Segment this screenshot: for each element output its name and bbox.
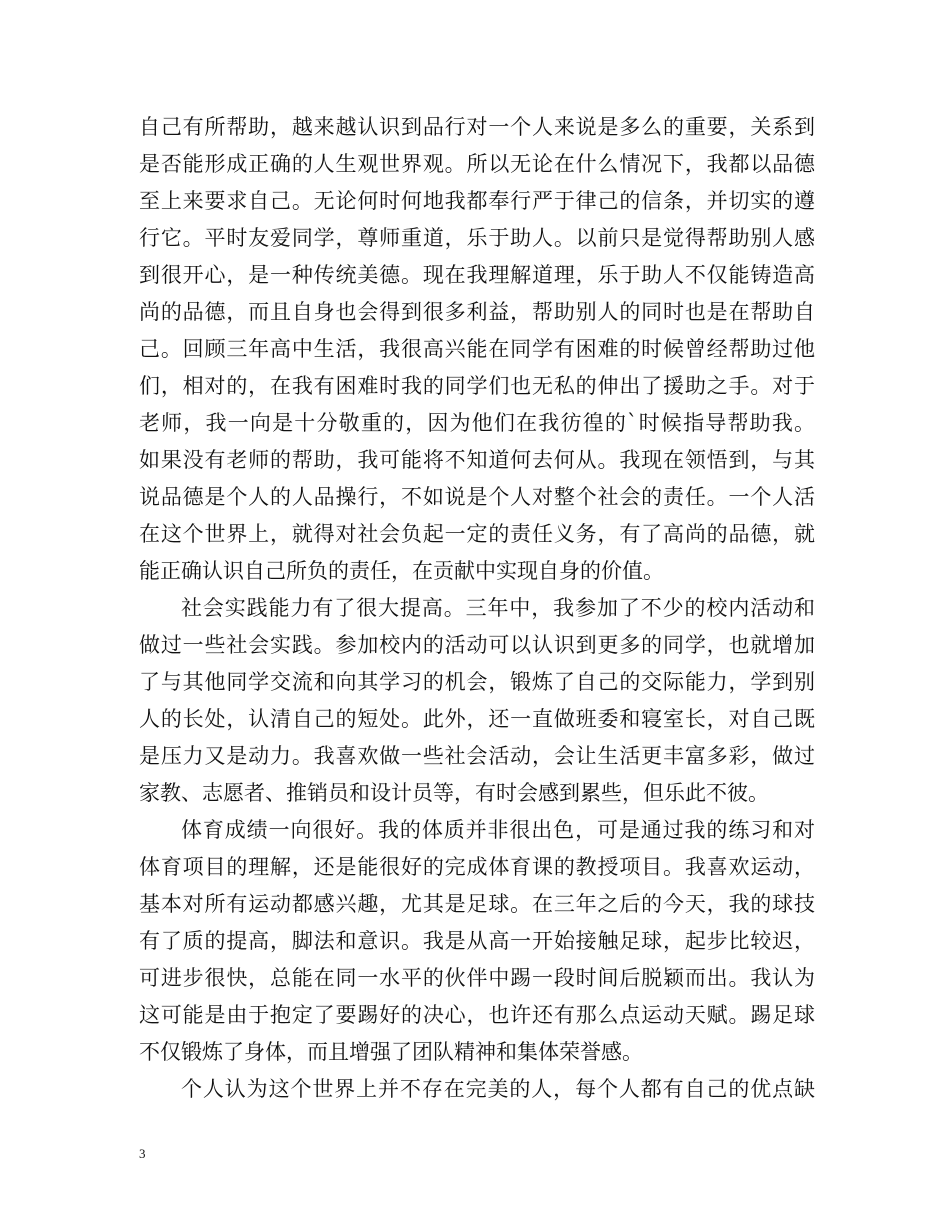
text-line: 在这个世界上，就得对社会负起一定的责任义务，有了高尚的品德，就 <box>139 522 815 546</box>
text-line: 体育成绩一向很好。我的体质并非很出色，可是通过我的练习和对 <box>181 818 815 842</box>
text-line: 不仅锻炼了身体，而且增强了团队精神和集体荣誉感。 <box>139 1040 643 1064</box>
text-line: 这可能是由于抱定了要踢好的决心，也许还有那么点运动天赋。踢足球 <box>139 1003 815 1027</box>
text-line: 自己有所帮助，越来越认识到品行对一个人来说是多么的重要，关系到 <box>139 115 815 139</box>
text-line: 如果没有老师的帮助，我可能将不知道何去何从。我现在领悟到，与其 <box>139 448 815 472</box>
text-line: 们，相对的，在我有困难时我的同学们也无私的伸出了援助之手。对于 <box>139 374 815 398</box>
text-line: 做过一些社会实践。参加校内的活动可以认识到更多的同学，也就增加 <box>139 633 815 657</box>
text-line: 能正确认识自己所负的责任，在贡献中实现自身的价值。 <box>139 559 664 583</box>
text-line: 说品德是个人的人品操行，不如说是个人对整个社会的责任。一个人活 <box>139 485 815 509</box>
text-line: 基本对所有运动都感兴趣，尤其是足球。在三年之后的今天，我的球技 <box>139 892 815 916</box>
paragraph <box>139 109 815 590</box>
text-line: 社会实践能力有了很大提高。三年中，我参加了不少的校内活动和 <box>181 596 815 620</box>
document-body <box>139 109 815 1108</box>
paragraph <box>139 590 815 812</box>
text-line: 体育项目的理解，还是能很好的完成体育课的教授项目。我喜欢运动， <box>139 855 815 879</box>
text-line: 个人认为这个世界上并不存在完美的人，每个人都有自己的优点缺 <box>181 1077 815 1101</box>
text-line: 是否能形成正确的人生观世界观。所以无论在什么情况下，我都以品德 <box>139 152 815 176</box>
paragraph <box>139 1071 815 1108</box>
text-line: 到很开心，是一种传统美德。现在我理解道理，乐于助人不仅能铸造高 <box>139 263 815 287</box>
text-line: 行它。平时友爱同学，尊师重道，乐于助人。以前只是觉得帮助别人感 <box>139 226 815 250</box>
text-line: 可进步很快，总能在同一水平的伙伴中踢一段时间后脱颖而出。我认为 <box>139 966 815 990</box>
text-line: 人的长处，认清自己的短处。此外，还一直做班委和寝室长，对自己既 <box>139 707 815 731</box>
text-line: 是压力又是动力。我喜欢做一些社会活动，会让生活更丰富多彩，做过 <box>139 744 815 768</box>
text-line: 尚的品德，而且自身也会得到很多利益，帮助别人的同时也是在帮助自 <box>139 300 815 324</box>
text-line: 老师，我一向是十分敬重的，因为他们在我彷徨的`时候指导帮助我。 <box>139 411 815 435</box>
paragraph <box>139 812 815 1071</box>
text-line: 有了质的提高，脚法和意识。我是从高一开始接触足球，起步比较迟， <box>139 929 815 953</box>
text-line: 己。回顾三年高中生活，我很高兴能在同学有困难的时候曾经帮助过他 <box>139 337 815 361</box>
text-line: 家教、志愿者、推销员和设计员等，有时会感到累些，但乐此不彼。 <box>139 781 769 805</box>
text-line: 至上来要求自己。无论何时何地我都奉行严于律己的信条，并切实的遵 <box>139 189 815 213</box>
page-number: 3 <box>139 1146 146 1161</box>
text-line: 了与其他同学交流和向其学习的机会，锻炼了自己的交际能力，学到别 <box>139 670 815 694</box>
